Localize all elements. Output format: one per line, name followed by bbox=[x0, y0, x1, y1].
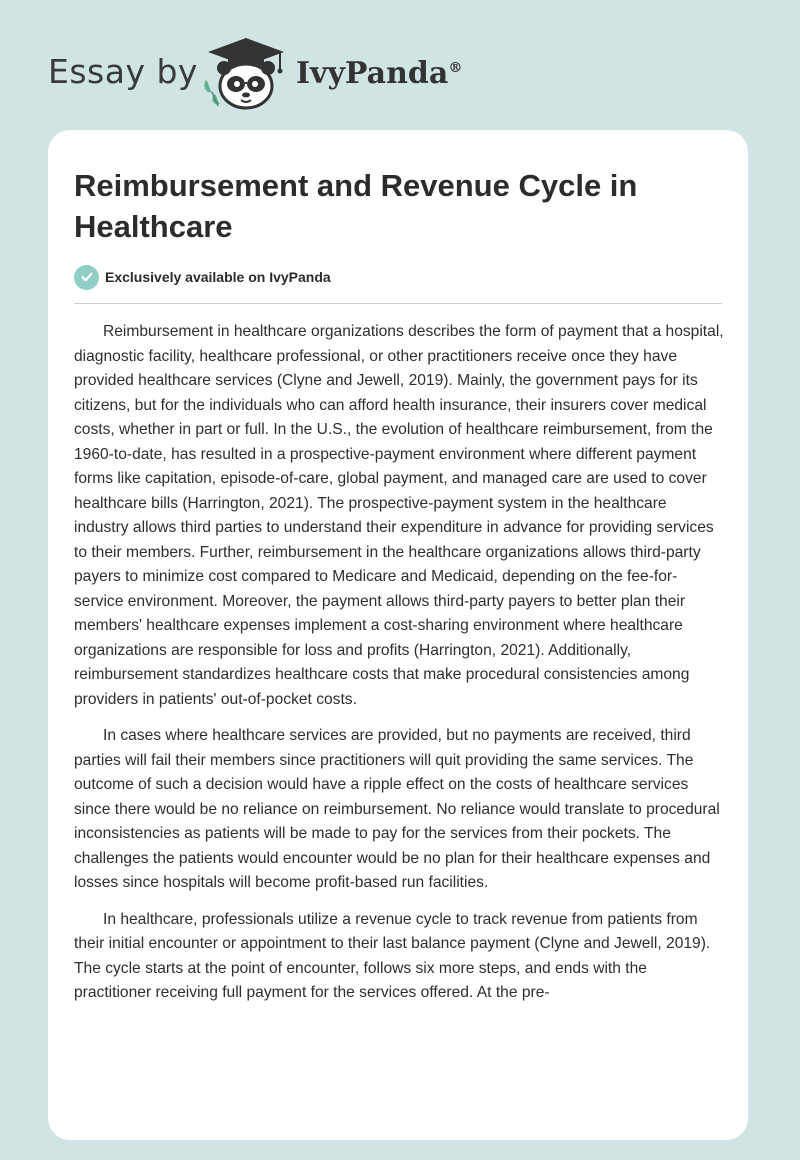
site-header bbox=[0, 0, 800, 130]
paragraph: In healthcare, professionals utilize a revenue cycle to track revenue from patients from their initial encounter or appointment to their last balance payment (Clyne and Jewell, 2019). The cycle starts at the point of encounter, follows six more steps, and ends with the practitioner receiving full payment for the services offered. At the pre- bbox=[74, 910, 711, 1001]
article-card bbox=[48, 130, 748, 1140]
title-divider bbox=[74, 303, 722, 304]
registered-mark: ® bbox=[448, 60, 463, 76]
paragraph: Reimbursement in healthcare organizations describes the form of payment that a hospital, diagnostic facility, healthcare professional, or other practitioners receive once they have provided healthcare services (Clyne and Jewell, 2019). Mainly, the government pays for its citizens, but for the individuals who can afford health insurance, their insurers cover medical costs, whether in part or full. In the U.S., the evolution of healthcare reimbursement, from the 1960-to-date, has resulted in a prospective-payment environment where different payment forms like capitation, episode-of-care, global payment, and managed care are used to cover healthcare bills (Harrington, 2021). The prospective-payment system in the healthcare industry allows third parties to understand their expenditure in advance for providing services to their members. Further, reimbursement in the healthcare organizations allows third-party payers to minimize cost compared to Medicare and Medicaid, depending on the fee-for-service environment. Moreover, the payment allows third-party payers to better plan their members' healthcare expenses implement a cost-sharing environment where healthcare organizations are responsible for loss and profits (Harrington, 2021). Additionally, reimbursement standardizes healthcare costs that make procedural consistencies among providers in patients' out-of-pocket costs. bbox=[74, 323, 724, 708]
article-title: Reimbursement and Revenue Cycle in Healthcare bbox=[74, 168, 638, 244]
essay-by-label: Essay by bbox=[48, 52, 198, 91]
article-body bbox=[74, 320, 724, 1018]
exclusive-badge bbox=[74, 263, 331, 291]
paragraph: In cases where healthcare services are provided, but no payments are received, third parties will fail their members since practitioners will quit providing the same services. The outcome of such a decision would have a ripple effect on the costs of healthcare services since there would be no reliance on reimbursement. No reliance would translate to procedural inconsistencies as patients will be made to pay for the services from their pockets. The challenges the patients would encounter would be no plan for their healthcare expenses and losses since hospitals will become profit-based run facilities. bbox=[74, 727, 720, 891]
checkmark-icon bbox=[74, 265, 99, 290]
brand-name-text: IvyPanda bbox=[296, 56, 449, 91]
exclusive-badge-label: Exclusively available on IvyPanda bbox=[105, 269, 331, 285]
brand-name[interactable] bbox=[296, 56, 462, 91]
panda-logo-icon[interactable] bbox=[200, 36, 292, 110]
